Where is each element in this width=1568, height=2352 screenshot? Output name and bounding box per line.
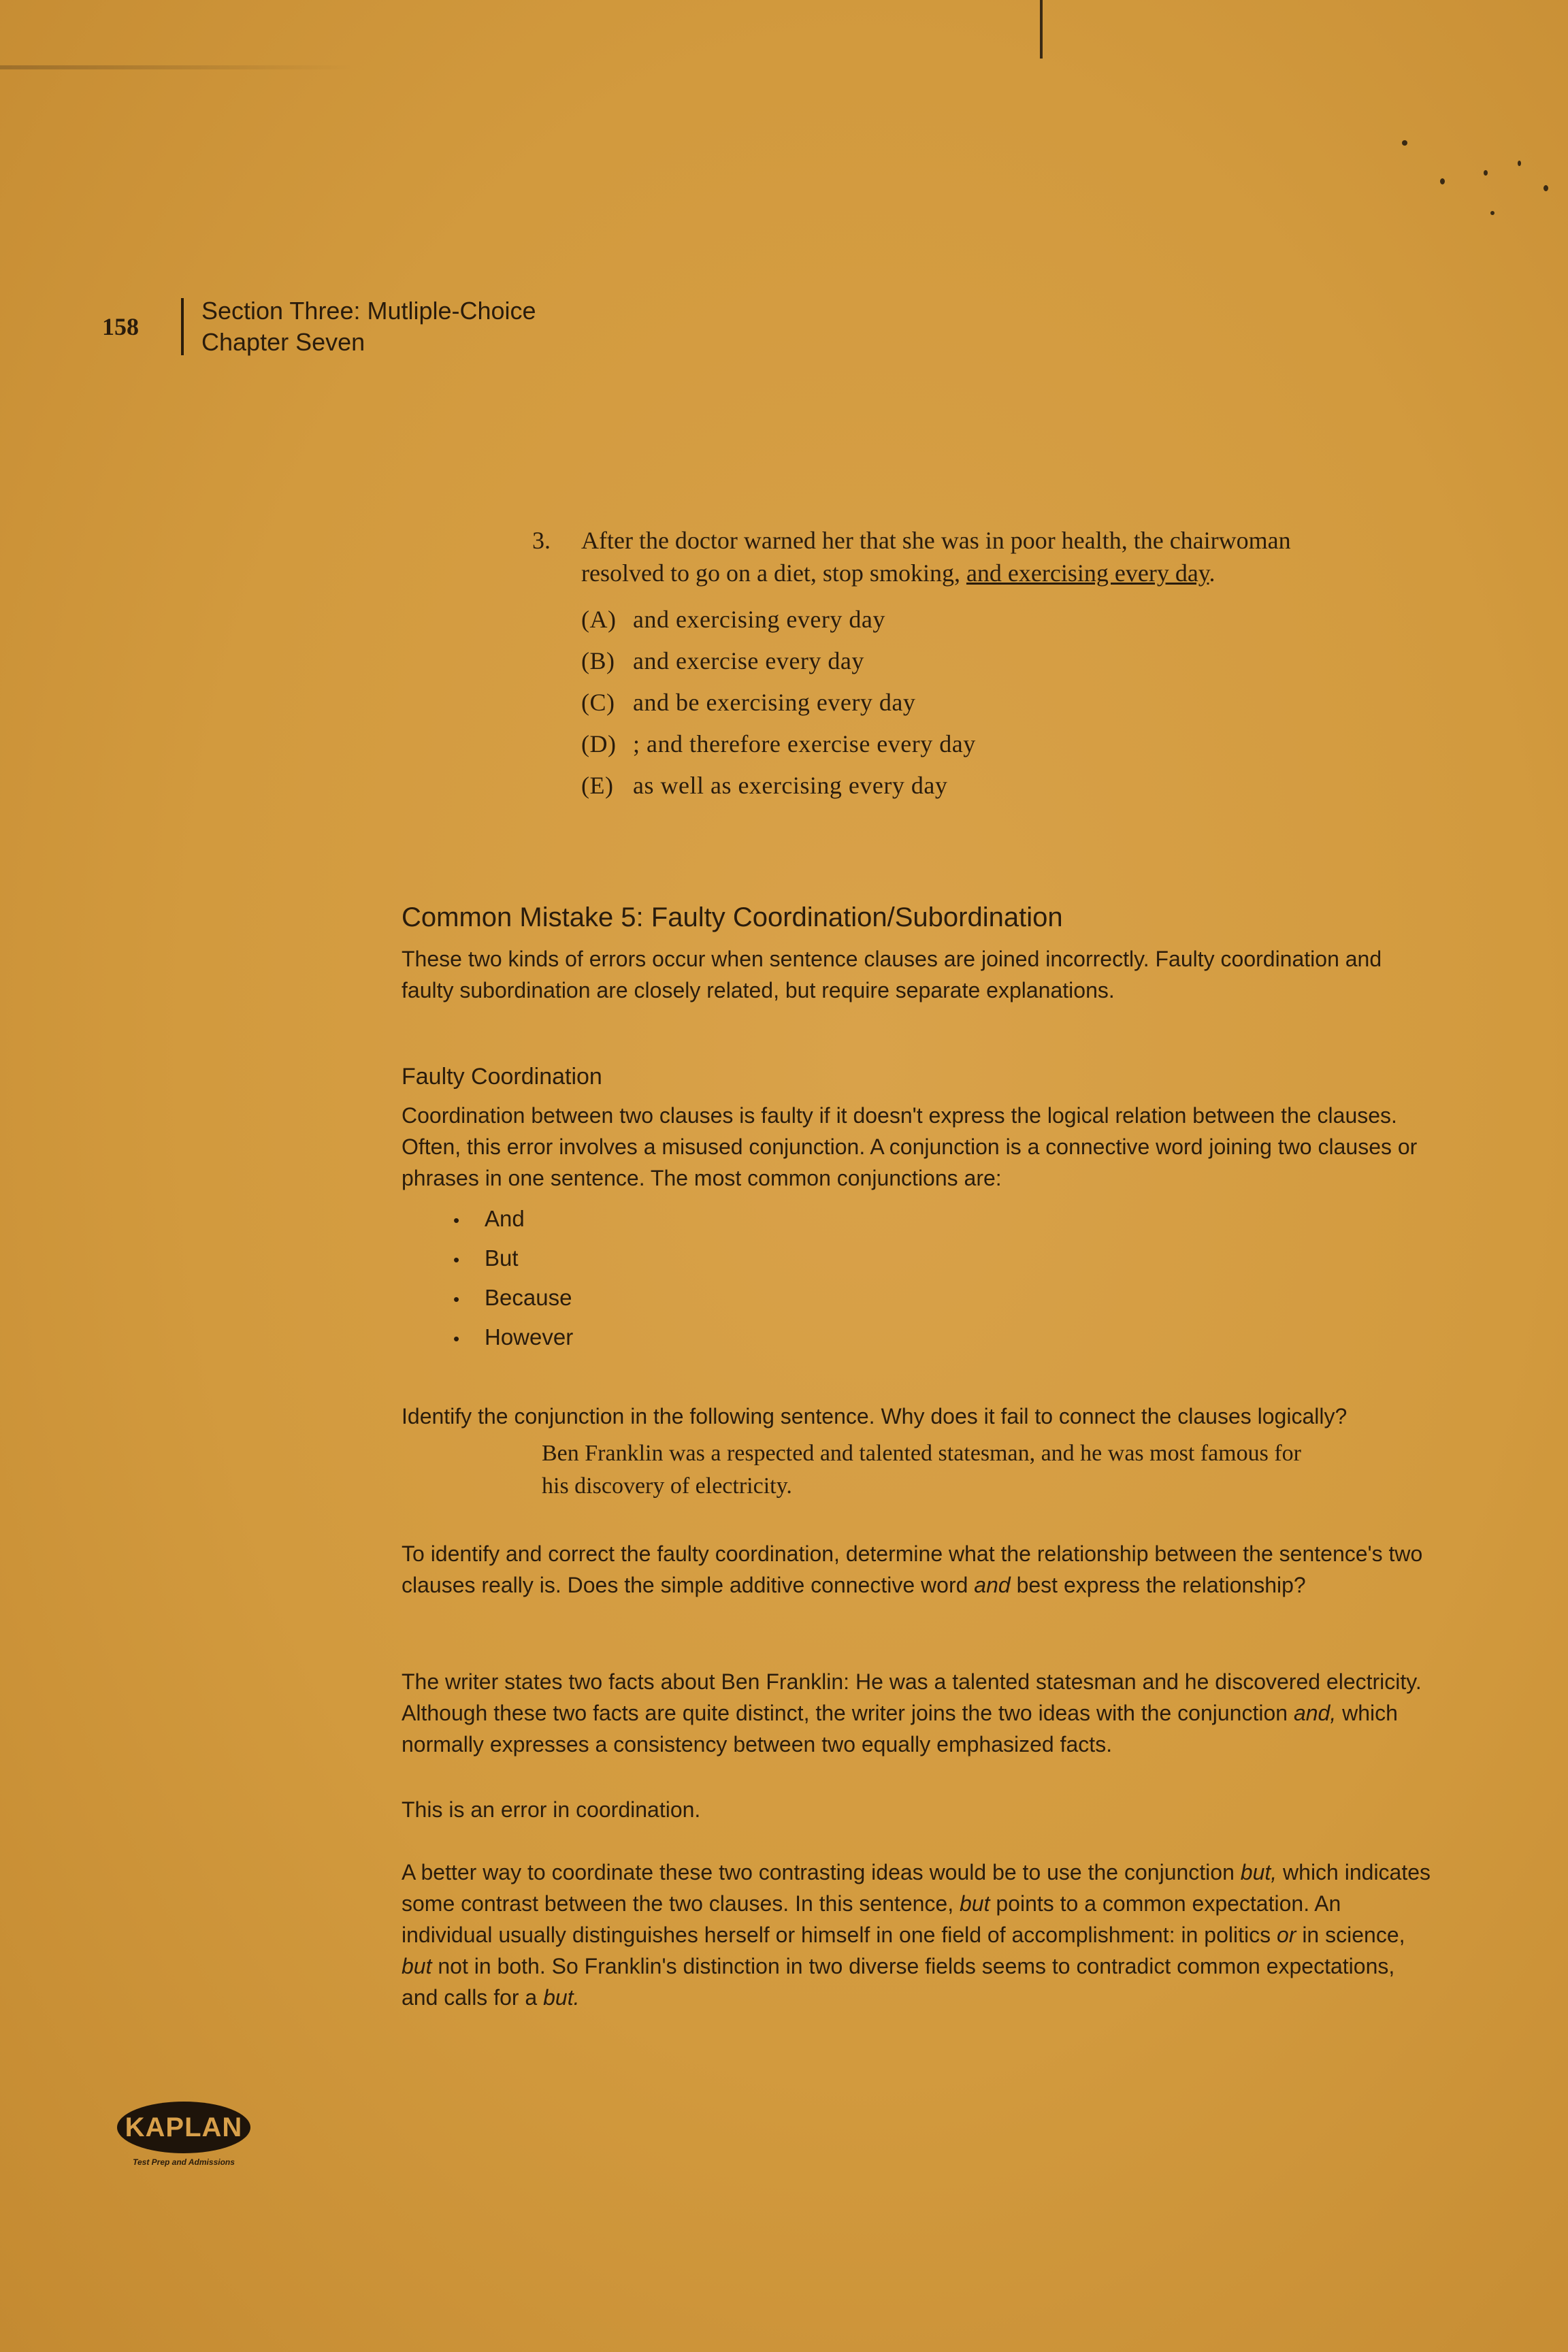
ink-speck bbox=[1518, 161, 1521, 166]
logo-tagline: Test Prep and Admissions bbox=[133, 2157, 235, 2167]
common-mistake-section bbox=[402, 897, 1436, 1006]
question-number: 3. bbox=[532, 527, 551, 554]
ink-speck bbox=[1544, 185, 1548, 191]
text-run: which normally expresses a consistency between two equally emphasized facts. bbox=[402, 1701, 1398, 1757]
paragraph-3 bbox=[402, 1794, 1436, 1825]
emphasis: but. bbox=[543, 1985, 580, 2010]
ink-speck bbox=[1402, 140, 1407, 146]
conjunction-list bbox=[453, 1199, 1436, 1357]
text-run: in science, bbox=[1296, 1923, 1405, 1947]
emphasis: but bbox=[402, 1954, 432, 1978]
ink-speck bbox=[1484, 170, 1488, 176]
faulty-coordination-body: Coordination between two clauses is faulty if it doesn't express the logical relation between the clauses. Often, this error involves a misused conjunction. A conjunction is a connective word joining two clauses or phrases in one sentence. The most common conjunctions are: bbox=[402, 1103, 1418, 1190]
ink-speck bbox=[1490, 211, 1494, 215]
text-run: The writer states two facts about Ben Franklin: He was a talented statesman and he discovered electricity. Although these two facts are quite distinct, the writer joins the two ideas with the conjunction bbox=[402, 1669, 1422, 1725]
common-mistake-title: Common Mistake 5: Faulty Coordination/Subordination bbox=[402, 902, 1063, 932]
choice-letter: (B) bbox=[581, 647, 615, 674]
list-item: • And bbox=[453, 1199, 1436, 1239]
text-run: not in both. So Franklin's distinction in two diverse fields seems to contradict common expectations, and calls for a bbox=[402, 1954, 1395, 2010]
answer-choice[interactable] bbox=[581, 640, 1294, 682]
faulty-coordination-heading: Faulty Coordination bbox=[402, 1064, 602, 1090]
paragraph-4 bbox=[402, 1857, 1436, 2013]
list-item: • But bbox=[453, 1239, 1436, 1278]
header-divider bbox=[181, 298, 184, 355]
paragraph-text: This is an error in coordination. bbox=[402, 1797, 701, 1822]
choice-letter: (D) bbox=[581, 730, 617, 757]
running-header bbox=[102, 293, 536, 361]
common-mistake-intro: These two kinds of errors occur when sentence clauses are joined incorrectly. Faulty coordination and faulty subordination are closely related, but require separate explanations. bbox=[402, 947, 1382, 1002]
page-number: 158 bbox=[102, 313, 139, 340]
stem-text: After the doctor warned her that she was in poor health, the chairwoman resolved to go on a diet, stop smoking, bbox=[581, 527, 1291, 587]
emphasis: and bbox=[974, 1573, 1011, 1597]
chapter-title: Chapter Seven bbox=[201, 328, 365, 356]
underlined-portion: and exercising every day bbox=[966, 559, 1209, 587]
paragraph-text bbox=[402, 1538, 1436, 1601]
paragraph-2 bbox=[402, 1666, 1436, 1760]
paragraph-text bbox=[402, 1857, 1436, 2013]
choice-text: ; and therefore exercise every day bbox=[633, 730, 976, 757]
choice-letter: (A) bbox=[581, 606, 617, 633]
answer-choice[interactable] bbox=[581, 723, 1294, 765]
choice-text: as well as exercising every day bbox=[633, 772, 948, 799]
emphasis: but bbox=[960, 1891, 990, 1916]
answer-choice[interactable] bbox=[581, 599, 1294, 640]
choice-letter: (E) bbox=[581, 772, 614, 799]
text-run: To identify and correct the faulty coordination, determine what the relationship between the sentence's two clauses really is. Does the simple additive connective word bbox=[402, 1541, 1423, 1597]
list-item: • Because bbox=[453, 1278, 1436, 1318]
question-stem bbox=[532, 524, 1294, 589]
example-sentence: Ben Franklin was a respected and talented statesman, and he was most famous for his discovery of electricity. bbox=[542, 1441, 1302, 1499]
answer-choice[interactable] bbox=[581, 682, 1294, 723]
text-run: which indicates some contrast between the two clauses. In this sentence, bbox=[402, 1860, 1431, 1916]
answer-choices bbox=[581, 599, 1294, 806]
text-run: A better way to coordinate these two contrasting ideas would be to use the conjunction bbox=[402, 1860, 1241, 1884]
choice-letter: (C) bbox=[581, 689, 615, 716]
scan-smudge bbox=[0, 65, 354, 69]
list-item: • However bbox=[453, 1318, 1436, 1357]
scan-edge-line bbox=[1040, 0, 1043, 59]
choice-text: and be exercising every day bbox=[633, 689, 916, 716]
text-run: points to a common expectation. An individual usually distinguishes herself or himself in one field of accomplishment: in politics bbox=[402, 1891, 1341, 1947]
emphasis: and, bbox=[1293, 1701, 1337, 1725]
paragraph-1 bbox=[402, 1538, 1436, 1601]
prompt-block bbox=[402, 1401, 1436, 1432]
choice-text: and exercise every day bbox=[633, 647, 864, 674]
header-titles bbox=[201, 295, 536, 358]
text-run: best express the relationship? bbox=[1010, 1573, 1306, 1597]
answer-choice[interactable] bbox=[581, 765, 1294, 806]
stem-end: . bbox=[1209, 559, 1215, 587]
logo-mark: KAPLAN bbox=[117, 2102, 250, 2153]
faulty-coordination-section bbox=[402, 1059, 1436, 1357]
question-text bbox=[581, 524, 1294, 589]
kaplan-logo bbox=[117, 2102, 253, 2167]
ink-speck bbox=[1440, 178, 1445, 184]
section-title: Section Three: Mutliple-Choice bbox=[201, 297, 536, 325]
choice-text: and exercising every day bbox=[633, 606, 885, 633]
emphasis: but, bbox=[1240, 1860, 1277, 1884]
paragraph-text bbox=[402, 1666, 1436, 1760]
identify-prompt: Identify the conjunction in the following sentence. Why does it fail to connect the clauses logically? bbox=[402, 1404, 1348, 1428]
emphasis: or bbox=[1276, 1923, 1296, 1947]
practice-question bbox=[532, 524, 1294, 806]
